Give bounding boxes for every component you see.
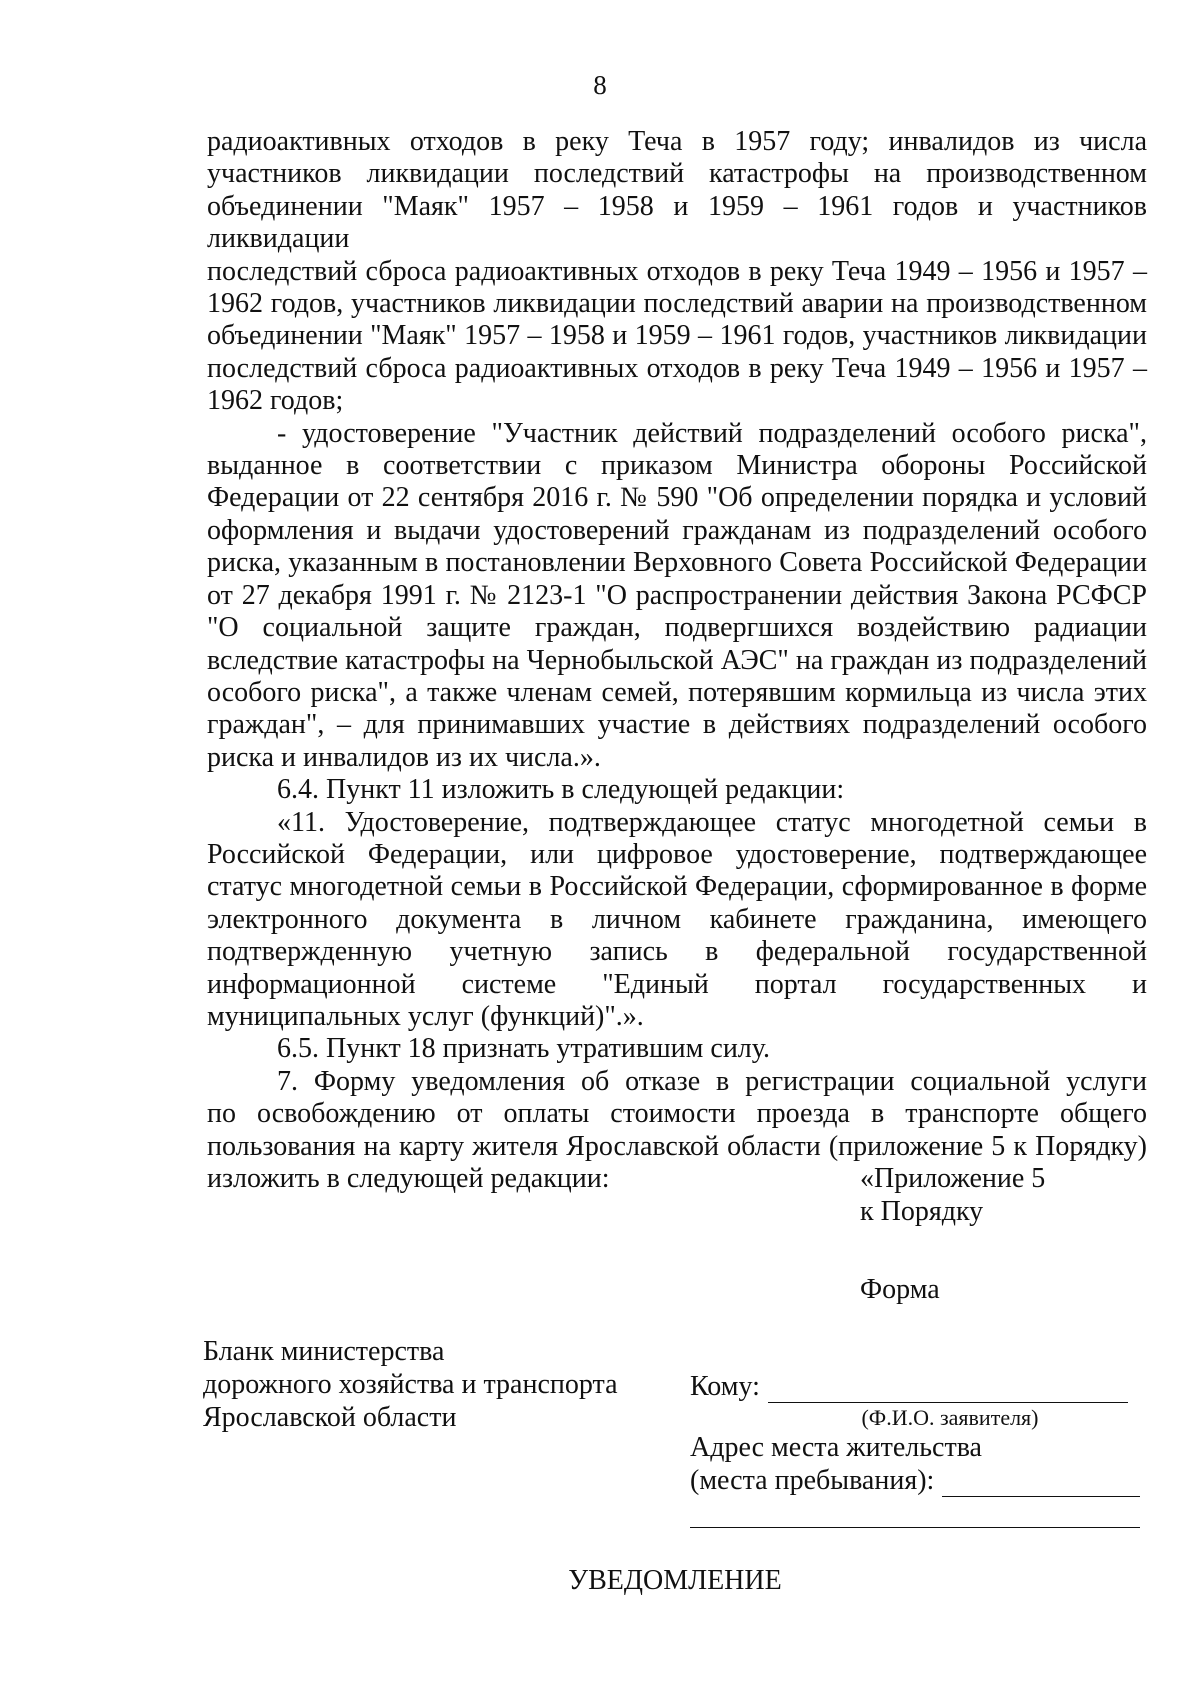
- text-line: оформления и выдачи удостоверений гражданам из подразделений особого: [207, 514, 1147, 546]
- appendix-header: [860, 1162, 1045, 1228]
- text-line: статус многодетной семьи в Российской Федерации, сформированное в форме: [207, 871, 1147, 903]
- sender-line: Ярославской области: [203, 1402, 457, 1433]
- text-line: объединении "Маяк" 1957 – 1958 и 1959 – 1961 годов, участников ликвидации: [207, 320, 1147, 352]
- text-line: риска и инвалидов из их числа.».: [207, 741, 601, 773]
- text-line: последствий сброса радиоактивных отходов в реку Теча 1949 – 1956 и 1957 –: [207, 255, 1147, 287]
- address-label: Адрес места жительства: [690, 1432, 982, 1463]
- text-line: выданное в соответствии с приказом Министра обороны Российской: [207, 450, 1147, 482]
- text-line: 1962 годов;: [207, 385, 344, 417]
- sender-block: [203, 1335, 618, 1434]
- text-line: по освобождению от оплаты стоимости проезда в транспорте общего: [207, 1098, 1147, 1130]
- text-line: 6.4. Пункт 11 изложить в следующей редакции:: [277, 774, 845, 806]
- text-line: Российской Федерации, или цифровое удостоверение, подтверждающее: [207, 838, 1147, 870]
- text-line: вследствие катастрофы на Чернобыльской АЭС" на граждан из подразделений: [207, 644, 1147, 676]
- text-line: риска, указанным в постановлении Верховного Совета Российской Федерации: [207, 547, 1147, 579]
- page-number: 8: [593, 70, 607, 100]
- address-blank-line[interactable]: [690, 1497, 1140, 1528]
- text-line: радиоактивных отходов в реку Теча в 1957 году; инвалидов из числа: [207, 126, 1147, 157]
- text-line: изложить в следующей редакции:: [207, 1163, 610, 1194]
- address-blank-field[interactable]: [942, 1470, 1140, 1497]
- appendix-reference: к Порядку: [860, 1196, 984, 1227]
- text-line: "О социальной защите граждан, подвергшихся воздействию радиации: [207, 612, 1147, 644]
- text-line: информационной системе "Единый портал государственных и: [207, 968, 1147, 1000]
- address-label-2: (места пребывания):: [690, 1465, 935, 1496]
- text-line: особого риска", а также членам семей, потерявшим кормильца из числа этих: [207, 676, 1147, 708]
- text-line: 1962 годов, участников ликвидации последствий аварии на производственном: [207, 288, 1147, 320]
- recipient-block: [690, 1370, 1160, 1528]
- text-line: 7. Форму уведомления об отказе в регистрации социальной услуги: [277, 1065, 1147, 1097]
- text-line: «11. Удостоверение, подтверждающее статус многодетной семьи в: [277, 806, 1147, 838]
- recipient-to-row: [690, 1370, 1160, 1403]
- text-line: 6.5. Пункт 18 признать утратившим силу.: [277, 1033, 770, 1065]
- sender-line: Бланк министерства: [203, 1336, 445, 1367]
- sender-line: дорожного хозяйства и транспорта: [203, 1369, 618, 1400]
- text-line: пользования на карту жителя Ярославской области (приложение 5 к Порядку): [207, 1130, 1147, 1162]
- text-line: объединении "Маяк" 1957 – 1958 и 1959 – 1961 годов и участников ликвидации: [207, 190, 1147, 255]
- to-label: Кому:: [690, 1371, 760, 1402]
- appendix-number: «Приложение 5: [860, 1163, 1046, 1194]
- notice-title: УВЕДОМЛЕНИЕ: [568, 1565, 782, 1596]
- name-caption: (Ф.И.О. заявителя): [861, 1405, 1039, 1430]
- text-line: подтвержденную учетную запись в федеральной государственной: [207, 936, 1147, 968]
- document-body: [207, 126, 1147, 1195]
- text-line: Федерации от 22 сентября 2016 г. № 590 "Об определении порядка и условий: [207, 482, 1147, 514]
- text-line: от 27 декабря 1991 г. № 2123-1 "О распространении действия Закона РСФСР: [207, 579, 1147, 611]
- form-label: Форма: [860, 1274, 940, 1305]
- text-line: - удостоверение "Участник действий подразделений особого риска",: [277, 417, 1147, 449]
- name-blank-field[interactable]: [768, 1376, 1128, 1403]
- address-row: [690, 1464, 1160, 1497]
- text-line: электронного документа в личном кабинете гражданина, имеющего: [207, 903, 1147, 935]
- text-line: участников ликвидации последствий катастрофы на производственном: [207, 158, 1147, 190]
- text-line: граждан", – для принимавших участие в действиях подразделений особого: [207, 709, 1147, 741]
- text-line: муниципальных услуг (функций)".».: [207, 1000, 644, 1032]
- text-line: последствий сброса радиоактивных отходов в реку Теча 1949 – 1956 и 1957 –: [207, 352, 1147, 384]
